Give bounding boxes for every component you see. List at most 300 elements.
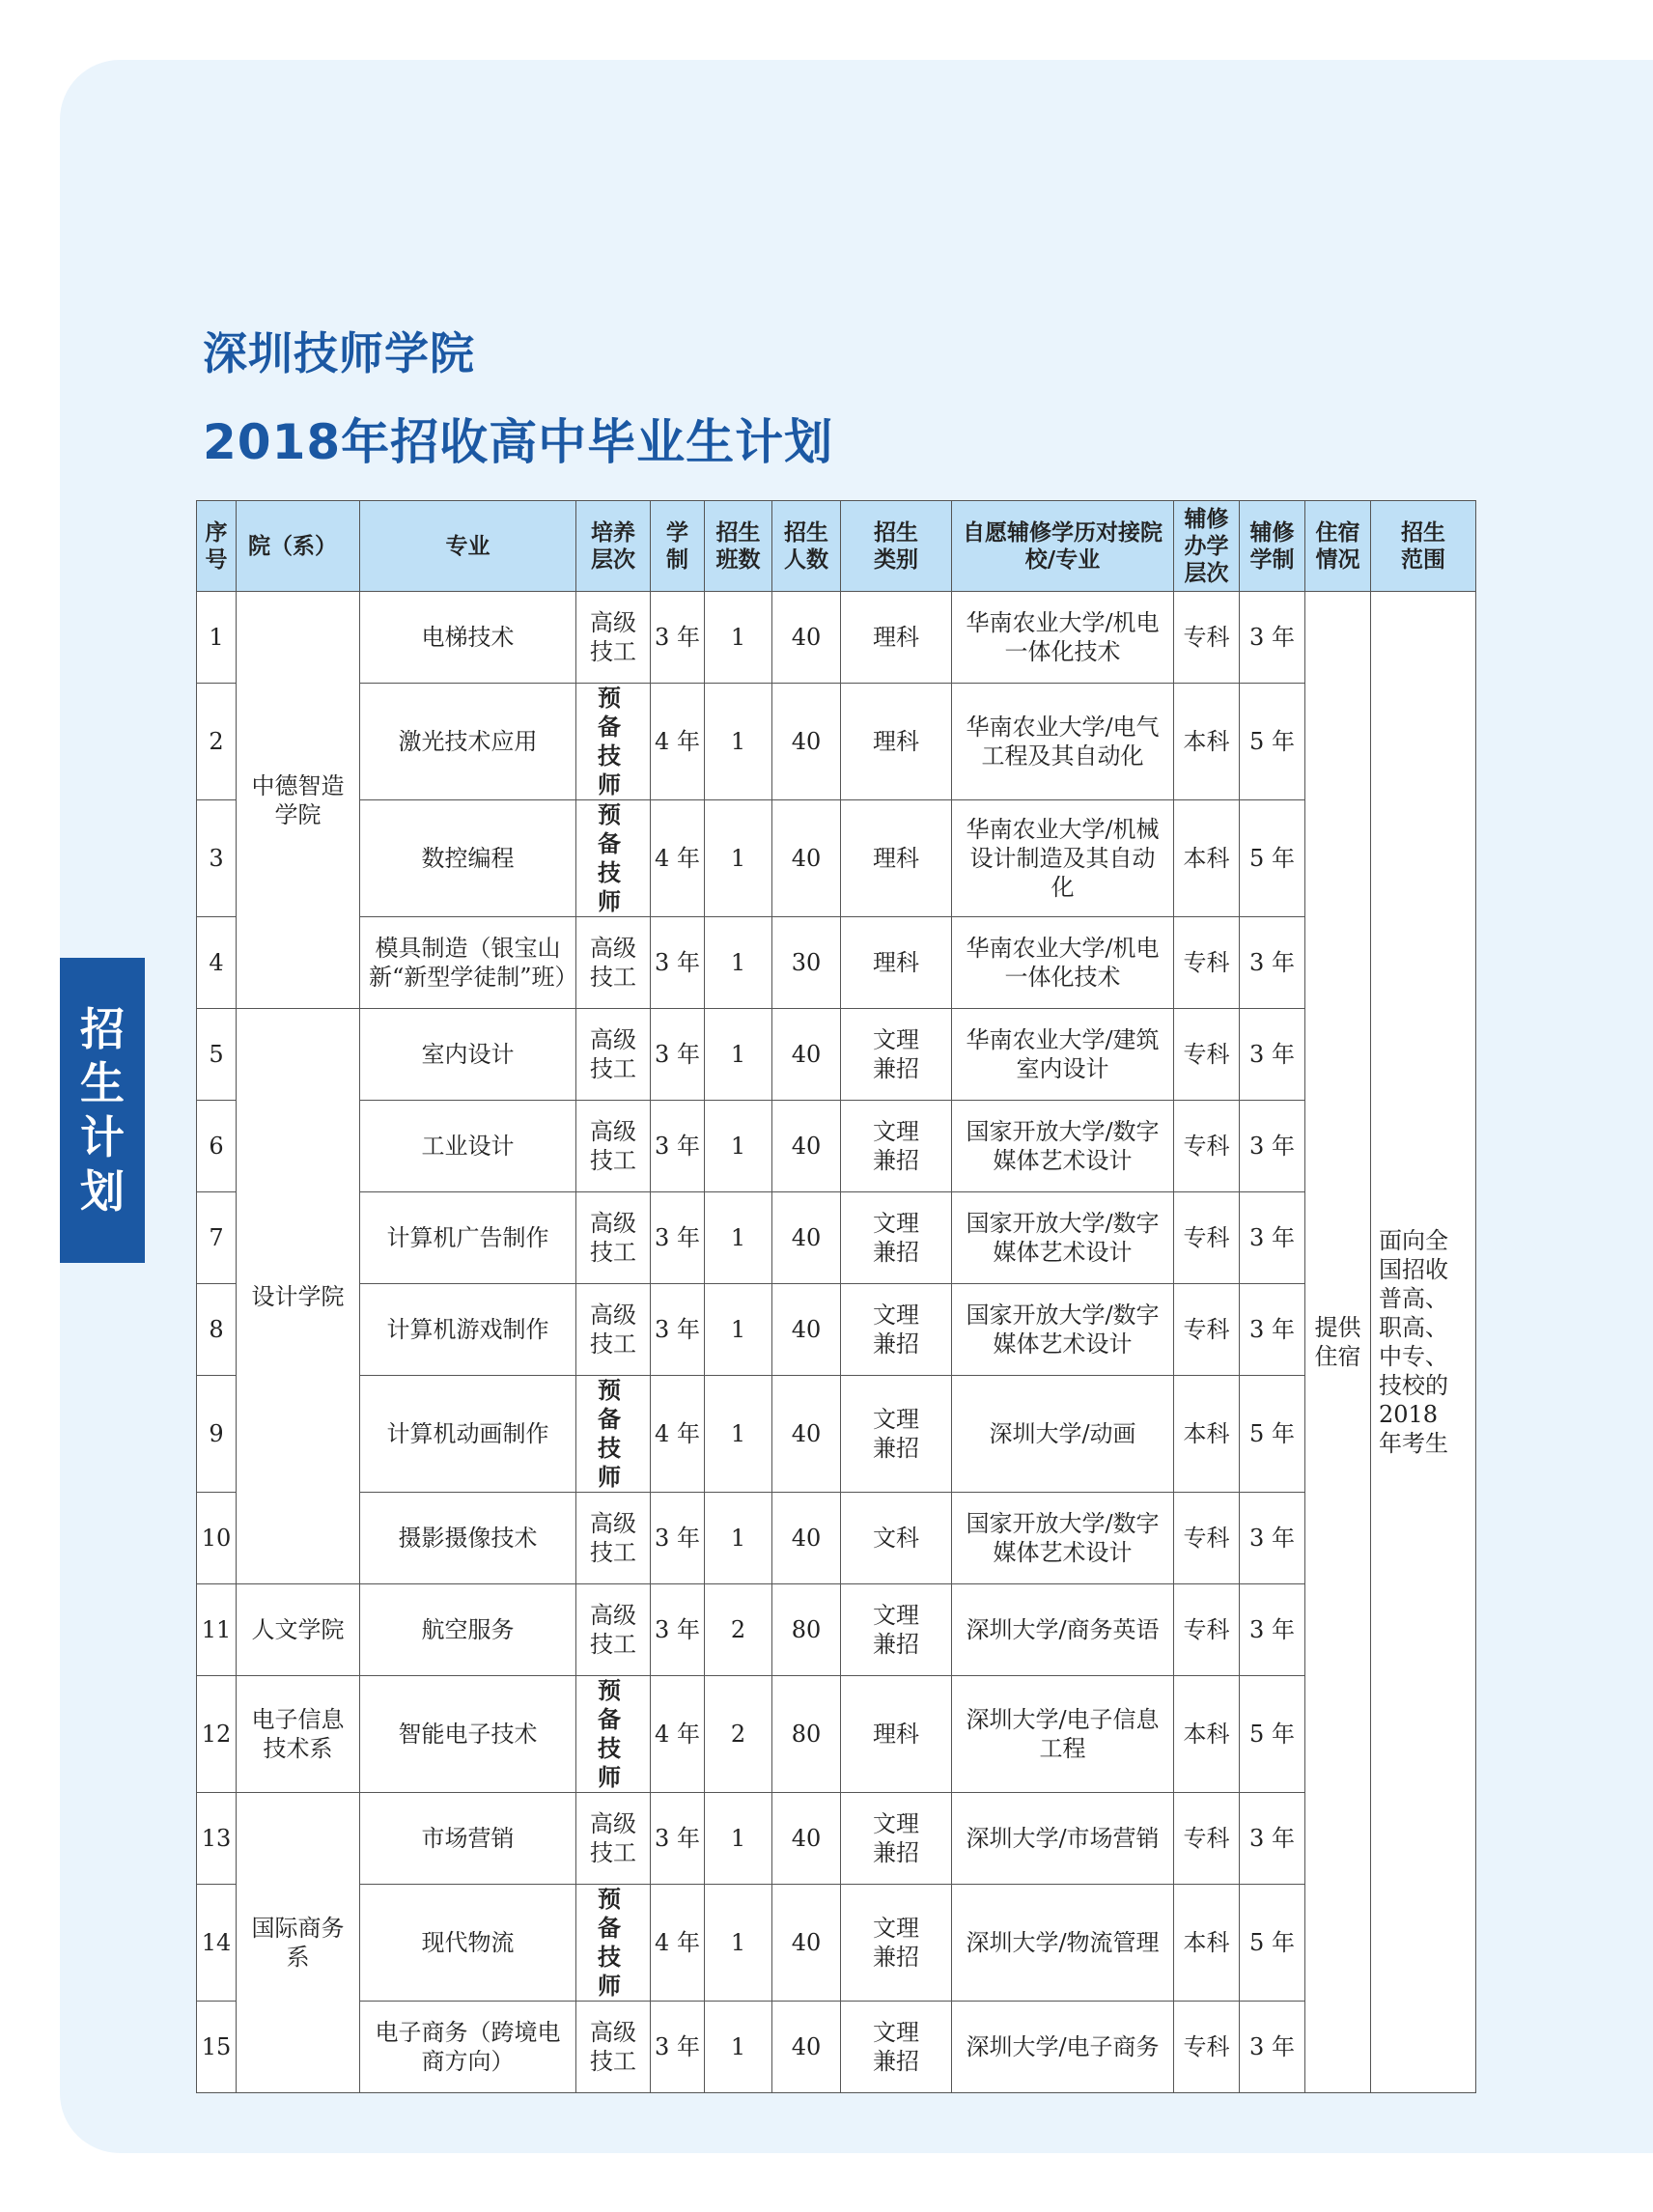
cell-classes — [705, 1885, 772, 2002]
cell-partner — [952, 1493, 1174, 1584]
cell-aux-level — [1174, 1101, 1240, 1192]
cell-major-text: 室内设计 — [421, 1041, 515, 1068]
cell-partner — [952, 1885, 1174, 2002]
cell-classes-text: 1 — [730, 1525, 746, 1552]
cell-years — [651, 1676, 705, 1793]
cell-aux-level-text: 专科 — [1183, 624, 1230, 651]
cell-years-text: 4 年 — [655, 1929, 700, 1956]
cell-aux-level — [1174, 2002, 1240, 2093]
cell-partner — [952, 592, 1174, 684]
cell-major — [360, 684, 576, 800]
header-scope: 招生范围 — [1371, 501, 1476, 592]
cell-aux-years — [1240, 2002, 1305, 2093]
cell-count-text: 40 — [791, 624, 822, 651]
cell-count-text: 40 — [791, 845, 822, 872]
cell-classes-text: 1 — [730, 624, 746, 651]
cell-category — [841, 592, 952, 684]
cell-aux-years-text: 3 年 — [1249, 1133, 1295, 1160]
cell-classes — [705, 1284, 772, 1376]
cell-dept-text: 国际商务系 — [251, 1915, 345, 1971]
cell-partner — [952, 1009, 1174, 1101]
cell-aux-level — [1174, 684, 1240, 800]
cell-classes-text: 1 — [730, 728, 746, 755]
header-count: 招生人数 — [772, 501, 841, 592]
header-dept: 院（系） — [237, 501, 360, 592]
cell-level-text: 高级技工 — [590, 609, 636, 665]
cell-level — [576, 1676, 651, 1793]
table-row — [197, 1584, 1476, 1676]
cell-count — [772, 917, 841, 1009]
cell-seq — [197, 1009, 237, 1101]
cell-major — [360, 1885, 576, 2002]
cell-major-text: 模具制造（银宝山新“新型学徒制”班） — [369, 935, 578, 991]
cell-years — [651, 684, 705, 800]
cell-years-text: 3 年 — [655, 1041, 700, 1068]
cell-aux-years — [1240, 917, 1305, 1009]
cell-seq-text: 6 — [209, 1133, 224, 1160]
cell-count — [772, 1376, 841, 1493]
cell-dept — [237, 1009, 360, 1584]
cell-major-text: 现代物流 — [421, 1929, 515, 1956]
cell-years-text: 3 年 — [655, 1133, 700, 1160]
side-section-tab — [60, 958, 145, 1263]
cell-level-text: 预备技师 — [598, 1676, 629, 1791]
cell-aux-level-text: 本科 — [1183, 1721, 1230, 1748]
cell-major — [360, 1584, 576, 1676]
cell-count-text: 80 — [791, 1721, 822, 1748]
cell-major-text: 数控编程 — [421, 845, 515, 872]
cell-partner — [952, 1584, 1174, 1676]
cell-aux-level — [1174, 1584, 1240, 1676]
cell-category — [841, 800, 952, 917]
school-title: 深圳技师学院 — [203, 327, 475, 379]
cell-seq — [197, 917, 237, 1009]
cell-category — [841, 1284, 952, 1376]
cell-count — [772, 2002, 841, 2093]
cell-partner — [952, 1376, 1174, 1493]
cell-category-text: 文理兼招 — [873, 1915, 919, 1971]
cell-years-text: 3 年 — [655, 2033, 700, 2060]
cell-aux-level-text: 专科 — [1183, 2033, 1230, 2060]
cell-aux-years-text: 3 年 — [1249, 1224, 1295, 1251]
cell-level — [576, 1192, 651, 1284]
cell-aux-level-text: 本科 — [1183, 845, 1230, 872]
cell-category — [841, 684, 952, 800]
cell-level-text: 高级技工 — [590, 1302, 636, 1358]
cell-level-text: 高级技工 — [590, 1810, 636, 1866]
cell-level-text: 高级技工 — [590, 1118, 636, 1174]
cell-years-text: 4 年 — [655, 1721, 700, 1748]
cell-seq — [197, 592, 237, 684]
cell-count — [772, 1885, 841, 2002]
cell-classes-text: 1 — [730, 949, 746, 976]
cell-count — [772, 1101, 841, 1192]
cell-classes — [705, 1676, 772, 1793]
cell-aux-years-text: 3 年 — [1249, 949, 1295, 976]
cell-seq — [197, 1885, 237, 2002]
cell-aux-level — [1174, 1009, 1240, 1101]
cell-dept — [237, 592, 360, 1009]
cell-dept-text: 电子信息技术系 — [251, 1706, 345, 1762]
cell-category-text: 文理兼招 — [873, 1026, 919, 1082]
cell-years — [651, 1493, 705, 1584]
cell-count — [772, 800, 841, 917]
cell-aux-years-text: 3 年 — [1249, 1616, 1295, 1643]
cell-partner-text: 华南农业大学/机电一体化技术 — [966, 609, 1160, 665]
cell-seq-text: 15 — [201, 2033, 232, 2060]
table-row — [197, 1284, 1476, 1376]
cell-category — [841, 1101, 952, 1192]
cell-level — [576, 684, 651, 800]
header-major: 专业 — [360, 501, 576, 592]
cell-level — [576, 2002, 651, 2093]
cell-count-text: 40 — [791, 1041, 822, 1068]
cell-scope — [1371, 592, 1476, 2093]
cell-partner-text: 国家开放大学/数字媒体艺术设计 — [966, 1302, 1160, 1358]
cell-seq — [197, 1192, 237, 1284]
cell-partner-text: 国家开放大学/数字媒体艺术设计 — [966, 1210, 1160, 1266]
cell-category-text: 文理兼招 — [873, 1602, 919, 1658]
cell-aux-years-text: 3 年 — [1249, 1525, 1295, 1552]
cell-level — [576, 1284, 651, 1376]
cell-classes — [705, 1192, 772, 1284]
cell-classes-text: 1 — [730, 1825, 746, 1852]
cell-aux-level-text: 专科 — [1183, 1133, 1230, 1160]
cell-major-text: 电子商务（跨境电商方向） — [375, 2019, 561, 2075]
cell-aux-years-text: 3 年 — [1249, 624, 1295, 651]
cell-years-text: 3 年 — [655, 1525, 700, 1552]
cell-level — [576, 1376, 651, 1493]
header-housing: 住宿情况 — [1305, 501, 1371, 592]
cell-aux-level-text: 专科 — [1183, 1525, 1230, 1552]
cell-aux-years-text: 3 年 — [1249, 1316, 1295, 1343]
table-body — [197, 592, 1476, 2093]
cell-seq-text: 10 — [201, 1525, 232, 1552]
cell-seq — [197, 1284, 237, 1376]
cell-partner — [952, 684, 1174, 800]
cell-level — [576, 1101, 651, 1192]
cell-major-text: 航空服务 — [421, 1616, 515, 1643]
cell-years-text: 3 年 — [655, 1224, 700, 1251]
cell-partner-text: 国家开放大学/数字媒体艺术设计 — [966, 1510, 1160, 1566]
cell-partner — [952, 1676, 1174, 1793]
cell-seq-text: 1 — [209, 624, 224, 651]
cell-aux-level — [1174, 592, 1240, 684]
cell-classes-text: 1 — [730, 1420, 746, 1447]
cell-seq-text: 2 — [209, 728, 224, 755]
cell-classes-text: 1 — [730, 845, 746, 872]
cell-seq — [197, 2002, 237, 2093]
cell-classes — [705, 1009, 772, 1101]
cell-count-text: 40 — [791, 1133, 822, 1160]
cell-level — [576, 1584, 651, 1676]
cell-years-text: 4 年 — [655, 845, 700, 872]
cell-aux-level — [1174, 1376, 1240, 1493]
table-row — [197, 1493, 1476, 1584]
cell-dept — [237, 1676, 360, 1793]
cell-level-text: 预备技师 — [598, 1885, 629, 2000]
cell-dept-text: 人文学院 — [251, 1616, 345, 1643]
cell-aux-years-text: 3 年 — [1249, 2033, 1295, 2060]
cell-classes-text: 1 — [730, 1133, 746, 1160]
cell-seq-text: 13 — [201, 1825, 232, 1852]
cell-dept-text: 中德智造学院 — [251, 771, 345, 828]
cell-years — [651, 1376, 705, 1493]
cell-count — [772, 1676, 841, 1793]
cell-category-text: 理科 — [873, 949, 919, 976]
cell-count — [772, 592, 841, 684]
cell-classes-text: 2 — [730, 1721, 746, 1748]
table-row — [197, 1885, 1476, 2002]
cell-partner-text: 国家开放大学/数字媒体艺术设计 — [966, 1118, 1160, 1174]
cell-classes — [705, 1793, 772, 1885]
cell-classes — [705, 1376, 772, 1493]
cell-seq — [197, 1376, 237, 1493]
cell-aux-years — [1240, 684, 1305, 800]
table-row — [197, 1376, 1476, 1493]
cell-count — [772, 1793, 841, 1885]
cell-partner-text: 深圳大学/商务英语 — [966, 1616, 1160, 1643]
cell-count-text: 40 — [791, 728, 822, 755]
cell-category — [841, 1493, 952, 1584]
cell-count-text: 40 — [791, 1224, 822, 1251]
cell-major-text: 工业设计 — [421, 1133, 515, 1160]
header-category: 招生类别 — [841, 501, 952, 592]
cell-aux-level — [1174, 1192, 1240, 1284]
cell-classes — [705, 1101, 772, 1192]
cell-category — [841, 1376, 952, 1493]
cell-dept — [237, 1584, 360, 1676]
cell-aux-years — [1240, 1192, 1305, 1284]
cell-aux-level-text: 专科 — [1183, 1224, 1230, 1251]
cell-major — [360, 1376, 576, 1493]
table-row — [197, 800, 1476, 917]
cell-count — [772, 1192, 841, 1284]
cell-seq-text: 14 — [201, 1929, 232, 1956]
cell-years-text: 3 年 — [655, 1316, 700, 1343]
cell-level — [576, 1009, 651, 1101]
cell-count — [772, 1009, 841, 1101]
cell-category-text: 文理兼招 — [873, 2019, 919, 2075]
cell-dept-text: 设计学院 — [251, 1282, 345, 1310]
cell-aux-years — [1240, 1885, 1305, 2002]
cell-partner-text: 华南农业大学/机械设计制造及其自动化 — [966, 816, 1160, 901]
cell-count — [772, 1284, 841, 1376]
header-aux-years: 辅修学制 — [1240, 501, 1305, 592]
cell-classes — [705, 1584, 772, 1676]
header-aux-level: 辅修办学层次 — [1174, 501, 1240, 592]
cell-count-text: 30 — [791, 949, 822, 976]
cell-category — [841, 1793, 952, 1885]
cell-aux-years-text: 5 年 — [1249, 1929, 1295, 1956]
cell-category — [841, 2002, 952, 2093]
cell-years — [651, 1284, 705, 1376]
cell-level-text: 预备技师 — [598, 684, 629, 798]
cell-count — [772, 1493, 841, 1584]
cell-partner-text: 华南农业大学/建筑室内设计 — [966, 1026, 1160, 1082]
cell-major — [360, 917, 576, 1009]
cell-aux-years — [1240, 1284, 1305, 1376]
table-row — [197, 684, 1476, 800]
cell-category-text: 文理兼招 — [873, 1118, 919, 1174]
cell-count — [772, 684, 841, 800]
cell-aux-level — [1174, 800, 1240, 917]
cell-classes — [705, 1493, 772, 1584]
cell-major-text: 激光技术应用 — [398, 728, 538, 755]
cell-years — [651, 1009, 705, 1101]
cell-partner-text: 深圳大学/市场营销 — [966, 1825, 1160, 1852]
cell-years — [651, 917, 705, 1009]
cell-level-text: 预备技师 — [598, 800, 629, 915]
cell-aux-level-text: 专科 — [1183, 1616, 1230, 1643]
cell-aux-level — [1174, 1885, 1240, 2002]
cell-aux-years — [1240, 800, 1305, 917]
cell-aux-years — [1240, 1009, 1305, 1101]
cell-aux-years — [1240, 1676, 1305, 1793]
cell-classes — [705, 800, 772, 917]
cell-aux-years — [1240, 1584, 1305, 1676]
table-row — [197, 1793, 1476, 1885]
cell-count-text: 40 — [791, 1525, 822, 1552]
cell-level-text: 高级技工 — [590, 2019, 636, 2075]
cell-category-text: 文科 — [873, 1525, 919, 1552]
header-years: 学制 — [651, 501, 705, 592]
cell-partner-text: 深圳大学/电子商务 — [966, 2033, 1160, 2060]
table-row — [197, 917, 1476, 1009]
cell-category-text: 文理兼招 — [873, 1810, 919, 1866]
table-row — [197, 1101, 1476, 1192]
cell-aux-level-text: 本科 — [1183, 728, 1230, 755]
cell-seq-text: 8 — [209, 1316, 224, 1343]
cell-major-text: 计算机广告制作 — [386, 1224, 549, 1251]
cell-classes-text: 1 — [730, 1041, 746, 1068]
cell-count-text: 40 — [791, 1420, 822, 1447]
cell-aux-level-text: 专科 — [1183, 949, 1230, 976]
cell-aux-years-text: 3 年 — [1249, 1041, 1295, 1068]
cell-level — [576, 917, 651, 1009]
table-row — [197, 1192, 1476, 1284]
cell-level-text: 高级技工 — [590, 1510, 636, 1566]
cell-aux-years-text: 3 年 — [1249, 1825, 1295, 1852]
cell-category-text: 文理兼招 — [873, 1302, 919, 1358]
cell-years — [651, 1885, 705, 2002]
cell-seq-text: 3 — [209, 845, 224, 872]
cell-partner-text: 华南农业大学/机电一体化技术 — [966, 935, 1160, 991]
cell-major-text: 电梯技术 — [421, 624, 515, 651]
cell-aux-years-text: 5 年 — [1249, 1721, 1295, 1748]
cell-seq-text: 5 — [209, 1041, 224, 1068]
cell-aux-level-text: 本科 — [1183, 1929, 1230, 1956]
cell-years — [651, 1192, 705, 1284]
cell-years — [651, 800, 705, 917]
cell-category — [841, 1676, 952, 1793]
cell-major — [360, 1493, 576, 1584]
cell-aux-years-text: 5 年 — [1249, 1420, 1295, 1447]
cell-years — [651, 2002, 705, 2093]
cell-count-text: 40 — [791, 2033, 822, 2060]
cell-major — [360, 2002, 576, 2093]
cell-category — [841, 1192, 952, 1284]
cell-housing-text: 提供住宿 — [1314, 1314, 1361, 1370]
cell-category — [841, 917, 952, 1009]
cell-seq-text: 11 — [201, 1616, 232, 1643]
cell-aux-level — [1174, 917, 1240, 1009]
cell-partner-text: 深圳大学/电子信息工程 — [966, 1706, 1160, 1762]
cell-level-text: 高级技工 — [590, 935, 636, 991]
cell-aux-years — [1240, 1101, 1305, 1192]
cell-partner — [952, 917, 1174, 1009]
cell-major-text: 智能电子技术 — [398, 1721, 538, 1748]
cell-level — [576, 1793, 651, 1885]
cell-level-text: 高级技工 — [590, 1210, 636, 1266]
cell-partner — [952, 1192, 1174, 1284]
cell-aux-level-text: 专科 — [1183, 1041, 1230, 1068]
cell-major — [360, 1192, 576, 1284]
cell-major — [360, 1009, 576, 1101]
cell-classes-text: 1 — [730, 1316, 746, 1343]
cell-partner — [952, 2002, 1174, 2093]
cell-category-text: 理科 — [873, 845, 919, 872]
cell-level-text: 高级技工 — [590, 1602, 636, 1658]
cell-aux-level — [1174, 1676, 1240, 1793]
cell-seq-text: 7 — [209, 1224, 224, 1251]
cell-partner-text: 华南农业大学/电气工程及其自动化 — [966, 714, 1160, 770]
cell-level — [576, 1885, 651, 2002]
cell-category — [841, 1885, 952, 2002]
cell-partner — [952, 800, 1174, 917]
cell-category — [841, 1009, 952, 1101]
cell-classes — [705, 592, 772, 684]
cell-aux-level-text: 本科 — [1183, 1420, 1230, 1447]
cell-aux-level — [1174, 1793, 1240, 1885]
cell-seq-text: 4 — [209, 949, 224, 976]
table-row — [197, 2002, 1476, 2093]
cell-aux-level — [1174, 1493, 1240, 1584]
cell-major — [360, 1101, 576, 1192]
cell-classes-text: 1 — [730, 2033, 746, 2060]
cell-aux-level — [1174, 1284, 1240, 1376]
cell-aux-level-text: 专科 — [1183, 1316, 1230, 1343]
cell-dept — [237, 1793, 360, 2093]
cell-level — [576, 592, 651, 684]
cell-partner-text: 深圳大学/物流管理 — [966, 1929, 1160, 1956]
cell-partner — [952, 1793, 1174, 1885]
cell-major — [360, 592, 576, 684]
header-level: 培养层次 — [576, 501, 651, 592]
table-row — [197, 1009, 1476, 1101]
cell-scope-text: 面向全国招收普高、职高、中专、技校的 2018 年考生 — [1379, 1227, 1448, 1457]
cell-major-text: 市场营销 — [421, 1825, 515, 1852]
cell-major — [360, 1284, 576, 1376]
cell-category-text: 文理兼招 — [873, 1406, 919, 1462]
header-classes: 招生班数 — [705, 501, 772, 592]
cell-category-text: 理科 — [873, 624, 919, 651]
cell-aux-years — [1240, 1376, 1305, 1493]
cell-major — [360, 800, 576, 917]
cell-aux-level-text: 专科 — [1183, 1825, 1230, 1852]
cell-category-text: 理科 — [873, 728, 919, 755]
cell-aux-years-text: 5 年 — [1249, 728, 1295, 755]
cell-classes — [705, 684, 772, 800]
cell-category — [841, 1584, 952, 1676]
cell-seq-text: 9 — [209, 1420, 224, 1447]
cell-seq — [197, 1676, 237, 1793]
enrollment-plan-table — [196, 500, 1476, 2093]
cell-count — [772, 1584, 841, 1676]
cell-years — [651, 1101, 705, 1192]
cell-years-text: 3 年 — [655, 949, 700, 976]
cell-classes — [705, 917, 772, 1009]
